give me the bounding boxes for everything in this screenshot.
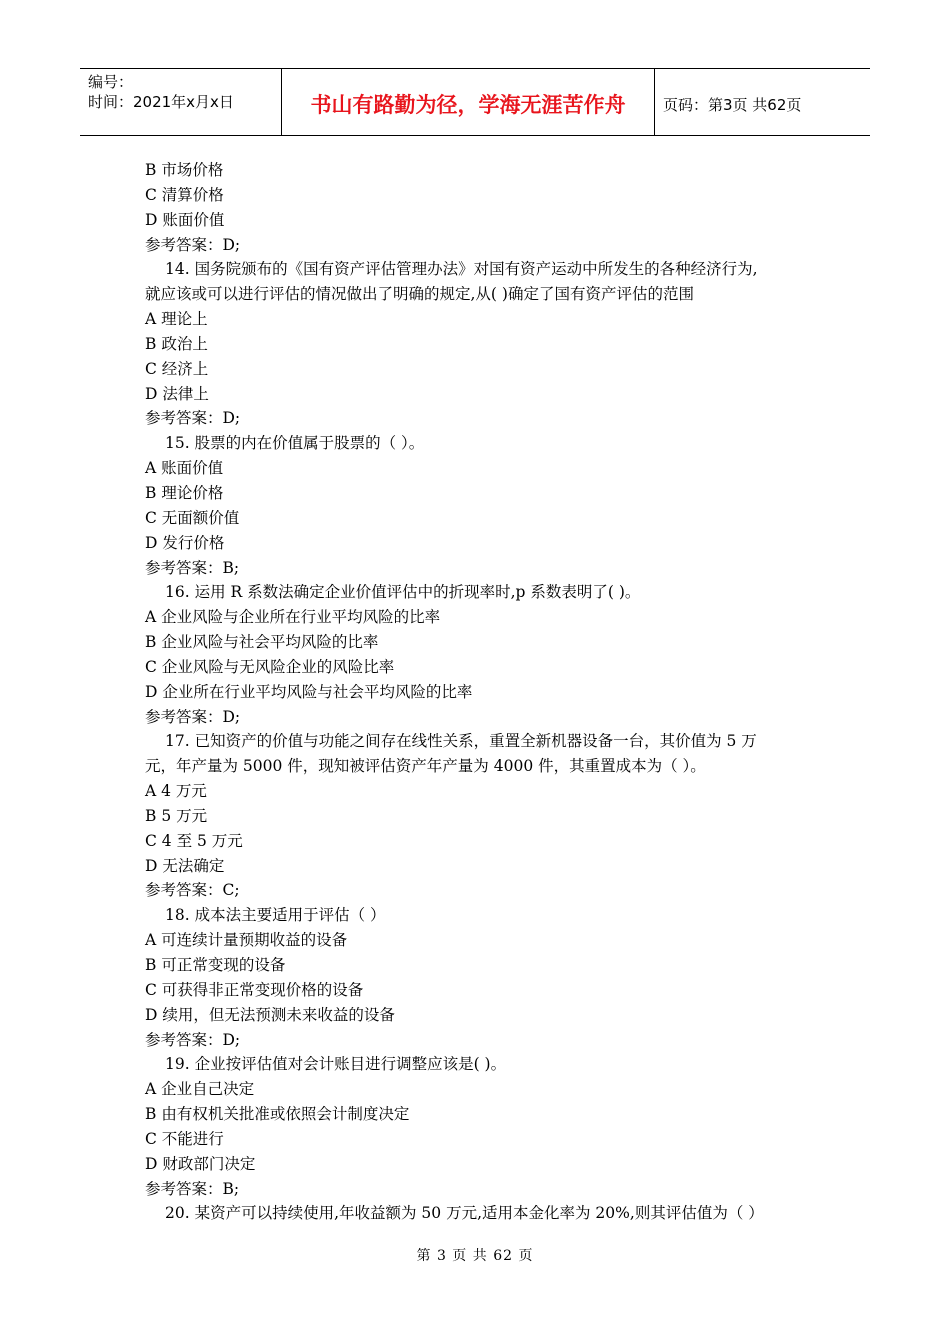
question-text: 14. 国务院颁布的《国有资产评估管理办法》对国有资产运动中所发生的各种经济行为,: [165, 260, 758, 279]
time-label: 时间：2021年x月x日: [88, 93, 234, 111]
option-text: D 无法确定: [145, 856, 225, 875]
option-text: B 5 万元: [145, 806, 208, 825]
option-text: D 发行价格: [145, 533, 225, 552]
option-text: B 由有权机关批准或依照会计制度决定: [145, 1105, 410, 1124]
header-motto: [282, 69, 655, 135]
option-text: B 企业风险与社会平均风险的比率: [145, 633, 379, 652]
question-text: 15. 股票的内在价值属于股票的（ ）。: [165, 434, 425, 453]
option-text: C 企业风险与无风险企业的风险比率: [145, 657, 395, 676]
option-text: D 账面价值: [145, 210, 225, 229]
answer-text: 参考答案：D;: [145, 409, 241, 428]
answer-text: 参考答案：B;: [145, 1179, 240, 1198]
option-text: D 法律上: [145, 384, 209, 403]
option-text: A 企业自己决定: [145, 1080, 255, 1099]
option-text: A 4 万元: [145, 782, 207, 801]
option-text: A 理论上: [145, 310, 208, 329]
option-text: C 4 至 5 万元: [145, 831, 243, 850]
answer-text: 参考答案：B;: [145, 558, 240, 577]
option-text: C 可获得非正常变现价格的设备: [145, 980, 364, 999]
question-continuation: 元，年产量为 5000 件，现知被评估资产年产量为 4000 件，其重置成本为（ ）。: [145, 757, 706, 776]
answer-text: 参考答案：D;: [145, 235, 241, 254]
option-text: D 企业所在行业平均风险与社会平均风险的比率: [145, 682, 473, 701]
option-text: B 市场价格: [145, 161, 224, 179]
page-info-text: 页码：第3页 共62页: [663, 95, 802, 114]
option-text: A 账面价值: [145, 459, 224, 478]
question-text: 20. 某资产可以持续使用,年收益额为 50 万元,适用本金化率为 20%,则其评估值为（ ）: [165, 1204, 764, 1223]
option-text: C 无面额价值: [145, 508, 240, 527]
question-text: 17. 已知资产的价值与功能之间存在线性关系，重置全新机器设备一台，其价值为 5 万: [165, 732, 757, 751]
option-text: B 理论价格: [145, 483, 224, 502]
motto-text: 书山有路勤为径，学海无涯苦作舟: [310, 93, 626, 117]
option-text: B 可正常变现的设备: [145, 956, 286, 974]
doc-number-label: 编号：: [88, 73, 134, 91]
answer-text: 参考答案：D;: [145, 1030, 241, 1049]
page-footer: 第 3 页 共 62 页: [416, 1248, 534, 1264]
option-text: A 企业风险与企业所在行业平均风险的比率: [145, 608, 441, 627]
header-meta: [80, 69, 282, 135]
option-text: D 财政部门决定: [145, 1154, 256, 1173]
option-text: B 政治上: [145, 334, 208, 353]
answer-text: 参考答案：C;: [145, 881, 240, 900]
option-text: A 可连续计量预期收益的设备: [145, 931, 348, 950]
option-text: D 续用，但无法预测未来收益的设备: [145, 1005, 395, 1024]
question-continuation: 就应该或可以进行评估的情况做出了明确的规定,从( )确定了国有资产评估的范围: [145, 285, 694, 304]
option-text: C 清算价格: [145, 185, 224, 204]
option-text: C 不能进行: [145, 1129, 224, 1148]
header-page-info: [655, 69, 870, 135]
question-text: 18. 成本法主要适用于评估（ ）: [165, 906, 386, 925]
question-text: 19. 企业按评估值对会计账目进行调整应该是( )。: [165, 1055, 507, 1074]
document-body: [145, 158, 825, 1226]
page-header: [80, 68, 870, 136]
option-text: C 经济上: [145, 359, 209, 378]
question-text: 16. 运用 R 系数法确定企业价值评估中的折现率时,p 系数表明了( )。: [165, 583, 641, 602]
answer-text: 参考答案：D;: [145, 707, 241, 726]
